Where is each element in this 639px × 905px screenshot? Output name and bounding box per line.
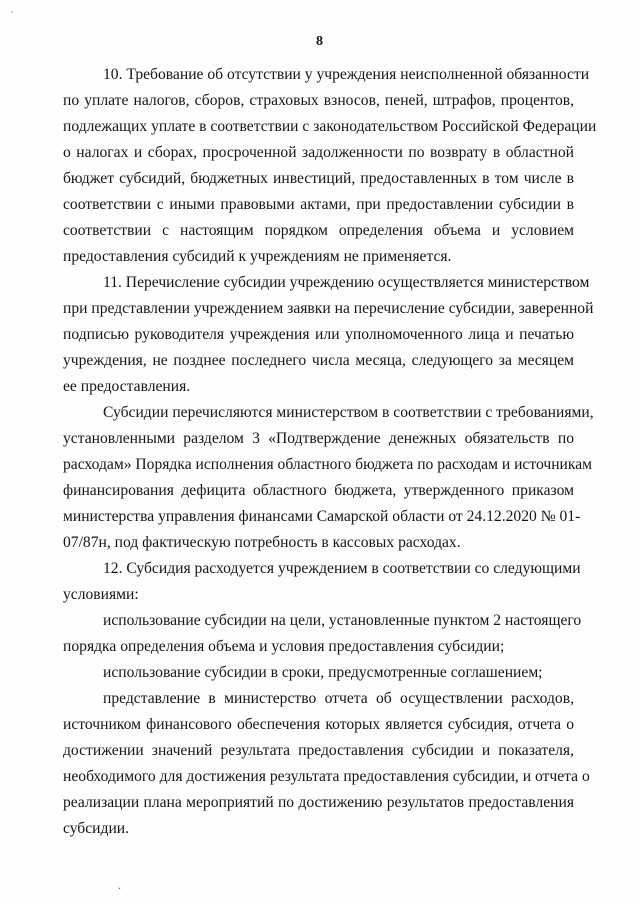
paragraph-2-line-1: 11. Перечисление субсидии учреждению осуществляется министерством bbox=[103, 274, 590, 291]
paragraph-1-line-5: бюджет субсидий, бюджетных инвестиций, предоставленных в том числе в bbox=[63, 170, 574, 187]
paragraph-1-line-2: по уплате налогов, сборов, страховых взносов, пеней, штрафов, процентов, bbox=[63, 92, 574, 109]
paragraph-3-line-6: 07/87н, под фактическую потребность в кассовых расходах. bbox=[63, 534, 461, 551]
paragraph-3-line-4: финансирования дефицита областного бюджета, утвержденного приказом bbox=[63, 482, 574, 499]
paragraph-3-line-5: министерства управления финансами Самарской области от 24.12.2020 № 01- bbox=[63, 508, 581, 525]
paragraph-3-line-1: Субсидии перечисляются министерством в соответствии с требованиями, bbox=[103, 404, 594, 421]
paragraph-2-line-2: при представлении учреждением заявки на перечисление субсидии, заверенной bbox=[63, 300, 594, 317]
paragraph-7-line-1: представление в министерство отчета об осуществлении расходов, bbox=[103, 690, 574, 707]
paragraph-5-line-1: использование субсидии на цели, установленные пунктом 2 настоящего bbox=[103, 612, 582, 629]
paragraph-7-line-5: реализации плана мероприятий по достижению результатов предоставления bbox=[63, 794, 574, 811]
scan-mark: ˙ bbox=[10, 8, 14, 22]
paragraph-1-line-1: 10. Требование об отсутствии у учреждения неисполненной обязанности bbox=[103, 66, 590, 83]
paragraph-4-line-2: условиями: bbox=[63, 586, 139, 603]
paragraph-7-line-3: достижении значений результата предоставления субсидии и показателя, bbox=[63, 742, 574, 759]
paragraph-3-line-3: расходам» Порядка исполнения областного бюджета по расходам и источникам bbox=[63, 456, 593, 473]
paragraph-2-line-5: ее предоставления. bbox=[63, 378, 191, 395]
paragraph-7-line-2: источником финансового обеспечения которых является субсидия, отчета о bbox=[63, 716, 574, 733]
paragraph-7-line-4: необходимого для достижения результата предоставления субсидии, и отчета о bbox=[63, 768, 590, 785]
scan-mark: . bbox=[118, 878, 121, 892]
paragraph-1-line-7: соответствии с настоящим порядком определения объема и условием bbox=[63, 222, 574, 239]
paragraph-2-line-4: учреждения, не позднее последнего числа месяца, следующего за месяцем bbox=[63, 352, 574, 369]
paragraph-7-line-6: субсидии. bbox=[63, 820, 130, 837]
paragraph-6-line-1: использование субсидии в сроки, предусмотренные соглашением; bbox=[103, 664, 543, 681]
page-number: 8 bbox=[316, 34, 323, 49]
paragraph-4-line-1: 12. Субсидия расходуется учреждением в соответствии со следующими bbox=[103, 560, 581, 577]
paragraph-1-line-3: подлежащих уплате в соответствии с законодательством Российской Федерации bbox=[63, 118, 597, 135]
paragraph-3-line-2: установленными разделом 3 «Подтверждение денежных обязательств по bbox=[63, 430, 574, 447]
paragraph-1-line-8: предоставления субсидий к учреждениям не применяется. bbox=[63, 248, 452, 265]
paragraph-2-line-3: подписью руководителя учреждения или уполномоченного лица и печатью bbox=[63, 326, 574, 343]
paragraph-5-line-2: порядка определения объема и условия предоставления субсидии; bbox=[63, 638, 505, 655]
paragraph-1-line-4: о налогах и сборах, просроченной задолженности по возврату в областной bbox=[63, 144, 574, 161]
paragraph-1-line-6: соответствии с иными правовыми актами, при предоставлении субсидии в bbox=[63, 196, 574, 213]
